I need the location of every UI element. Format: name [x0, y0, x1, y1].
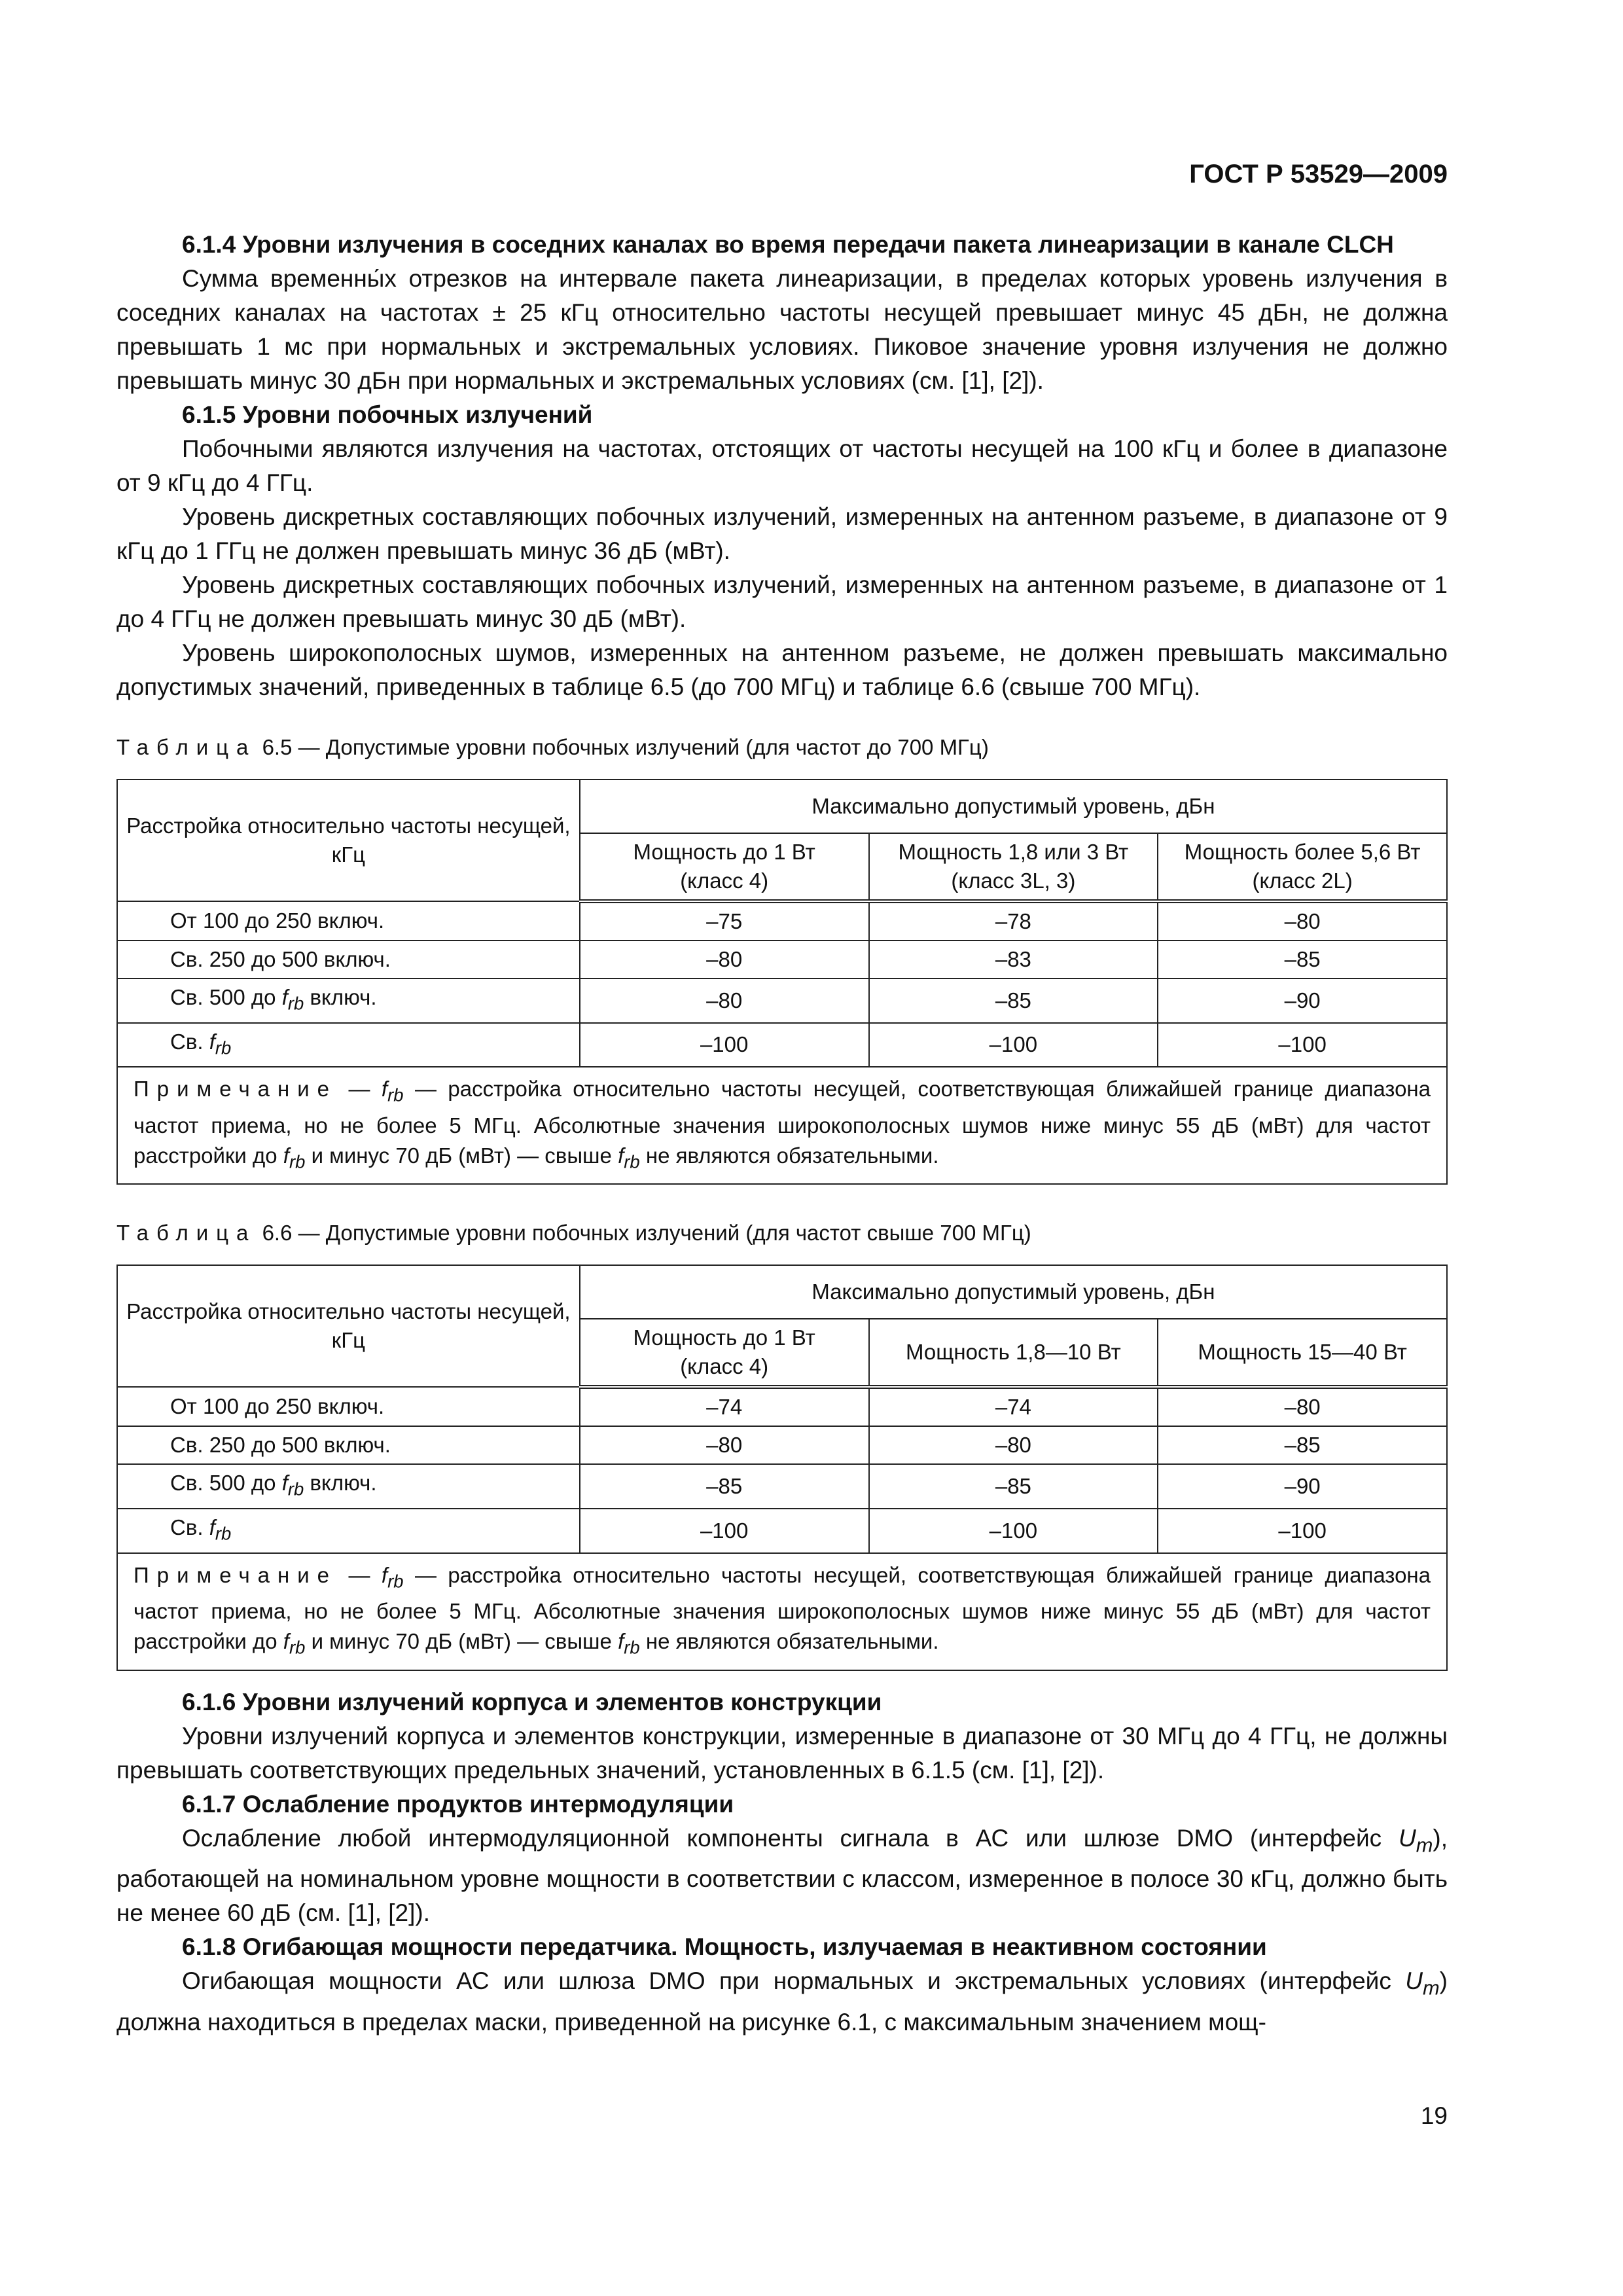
- section-6-1-6-title: 6.1.6 Уровни излучений корпуса и элементов конструкции: [182, 1688, 882, 1715]
- column-header-power-2: Мощность 1,8 или 3 Вт (класс 3L, 3): [869, 833, 1158, 901]
- section-6-1-5-para-3: Уровень дискретных составляющих побочных излучений, измеренных на антенном разъеме, в диапазоне от 1 до 4 ГГц не должен превышать минус 30 дБ (мВт).: [116, 571, 1448, 632]
- table-word: Таблица: [116, 735, 257, 759]
- column-header-power-1: Мощность до 1 Вт (класс 4): [580, 833, 869, 901]
- section-6-1-5-para-2: Уровень дискретных составляющих побочных излучений, измеренных на антенном разъеме, в диапазоне от 9 кГц до 1 ГГц не должен превышать минус 36 дБ (мВт).: [116, 503, 1448, 564]
- column-group-header: Максимально допустимый уровень, дБн: [580, 780, 1447, 833]
- section-6-1-7-title: 6.1.7 Ослабление продуктов интермодуляции: [182, 1790, 734, 1818]
- table-6-6-caption: [116, 1216, 1448, 1250]
- section-6-1-7-text: Ослабление любой интермодуляционной компоненты сигнала в АС или шлюзе DMO (интерфейс $U_m$), работающей на номинальном уровне мощности в соответствии с классом, измеренное в полосе 30 кГц, должно быть не менее 60 дБ (см. [1], [2]).: [116, 1824, 1448, 1927]
- table-6-6: [116, 1265, 1448, 1670]
- section-6-1-5-para-4: Уровень широкополосных шумов, измеренных на антенном разъеме, не должен превышать максимально допустимых значений, приведенных в таблице 6.5 (до 700 МГц) и таблице 6.6 (свыше 700 МГц).: [116, 639, 1448, 700]
- section-6-1-8-text: Огибающая мощности АС или шлюза DMO при нормальных и экстремальных условиях (интерфейс $U_m$) должна находиться в пределах маски, приведенной на рисунке 6.1, с максимальным значением мощ-: [116, 1967, 1448, 2036]
- section-6-1-5-title: 6.1.5 Уровни побочных излучений: [182, 401, 593, 428]
- table-row: Св. $f_{rb}$ –100 –100 –100: [117, 1509, 1447, 1553]
- column-group-header: Максимально допустимый уровень, дБн: [580, 1265, 1447, 1319]
- section-6-1-8-title: 6.1.8 Огибающая мощности передатчика. Мощность, излучаемая в неактивном состоянии: [182, 1933, 1267, 1961]
- column-header-power-2: Мощность 1,8—10 Вт: [869, 1319, 1158, 1387]
- column-header-power-3: Мощность 15—40 Вт: [1158, 1319, 1447, 1387]
- table-6-5: [116, 779, 1448, 1185]
- column-header-detuning: Расстройка относительно частоты несущей, кГц: [117, 1265, 580, 1387]
- section-6-1-6-text: Уровни излучений корпуса и элементов конструкции, измеренные в диапазоне от 30 МГц до 4 ГГц, не должны превышать соответствующих предельных значений, установленных в 6.1.5 (см. [1], [2]).: [116, 1722, 1448, 1784]
- section-6-1-4-text: Сумма временны́х отрезков на интервале пакета линеаризации, в пределах которых уровень излучения в соседних каналах на частотах ± 25 кГц относительно частоты несущей превышает минус 45 дБн, не должна превышать 1 мс при нормальных и экстремальных условиях. Пиковое значение уровня излучения не должно превышать минус 30 дБн при нормальных и экстремальных условиях (см. [1], [2]).: [116, 265, 1448, 394]
- table-6-6-caption-text: 6.6 — Допустимые уровни побочных излучений (для частот свыше 700 МГц): [262, 1221, 1031, 1246]
- page-content: [116, 228, 1448, 2039]
- table-note: Примечание — $f_{rb}$ — расстройка относительно частоты несущей, соответствующая ближайшей границе диапазона частот приема, но не более 5 МГц. Абсолютные значения широкополосных шумов ниже минус 55 дБ (мВт) для частот расстройки до $f_{rb}$ и минус 70 дБ (мВт) — свыше $f_{rb}$ не являются обязательными.: [117, 1067, 1447, 1184]
- document-header: ГОСТ Р 53529—2009: [1189, 160, 1448, 188]
- table-6-5-caption: [116, 730, 1448, 764]
- page-number: 19: [1420, 2102, 1448, 2129]
- table-6-5-caption-text: 6.5 — Допустимые уровни побочных излучений (для частот до 700 МГц): [262, 735, 989, 759]
- table-row: Св. $f_{rb}$ –100 –100 –100: [117, 1023, 1447, 1067]
- table-row: От 100 до 250 включ. –75 –78 –80: [117, 901, 1447, 941]
- column-header-power-1: Мощность до 1 Вт (класс 4): [580, 1319, 869, 1387]
- table-row: Св. 250 до 500 включ. –80 –83 –85: [117, 941, 1447, 978]
- table-note: Примечание — $f_{rb}$ — расстройка относительно частоты несущей, соответствующая ближайшей границе диапазона частот приема, но не более 5 МГц. Абсолютные значения широкополосных шумов ниже минус 55 дБ (мВт) для частот расстройки до $f_{rb}$ и минус 70 дБ (мВт) — свыше $f_{rb}$ не являются обязательными.: [117, 1553, 1447, 1670]
- column-header-detuning: Расстройка относительно частоты несущей, кГц: [117, 780, 580, 901]
- table-row: Св. 500 до $f_{rb}$ включ. –80 –85 –90: [117, 978, 1447, 1023]
- table-row: От 100 до 250 включ. –74 –74 –80: [117, 1387, 1447, 1426]
- section-6-1-4-title: 6.1.4 Уровни излучения в соседних каналах во время передачи пакета линеаризации в канале CLCH: [182, 231, 1394, 258]
- table-row: Св. 250 до 500 включ. –80 –80 –85: [117, 1426, 1447, 1464]
- section-6-1-5-para-1: Побочными являются излучения на частотах, отстоящих от частоты несущей на 100 кГц и более в диапазоне от 9 кГц до 4 ГГц.: [116, 435, 1448, 496]
- table-row: Св. 500 до $f_{rb}$ включ. –85 –85 –90: [117, 1464, 1447, 1509]
- table-word: Таблица: [116, 1221, 257, 1246]
- column-header-power-3: Мощность более 5,6 Вт (класс 2L): [1158, 833, 1447, 901]
